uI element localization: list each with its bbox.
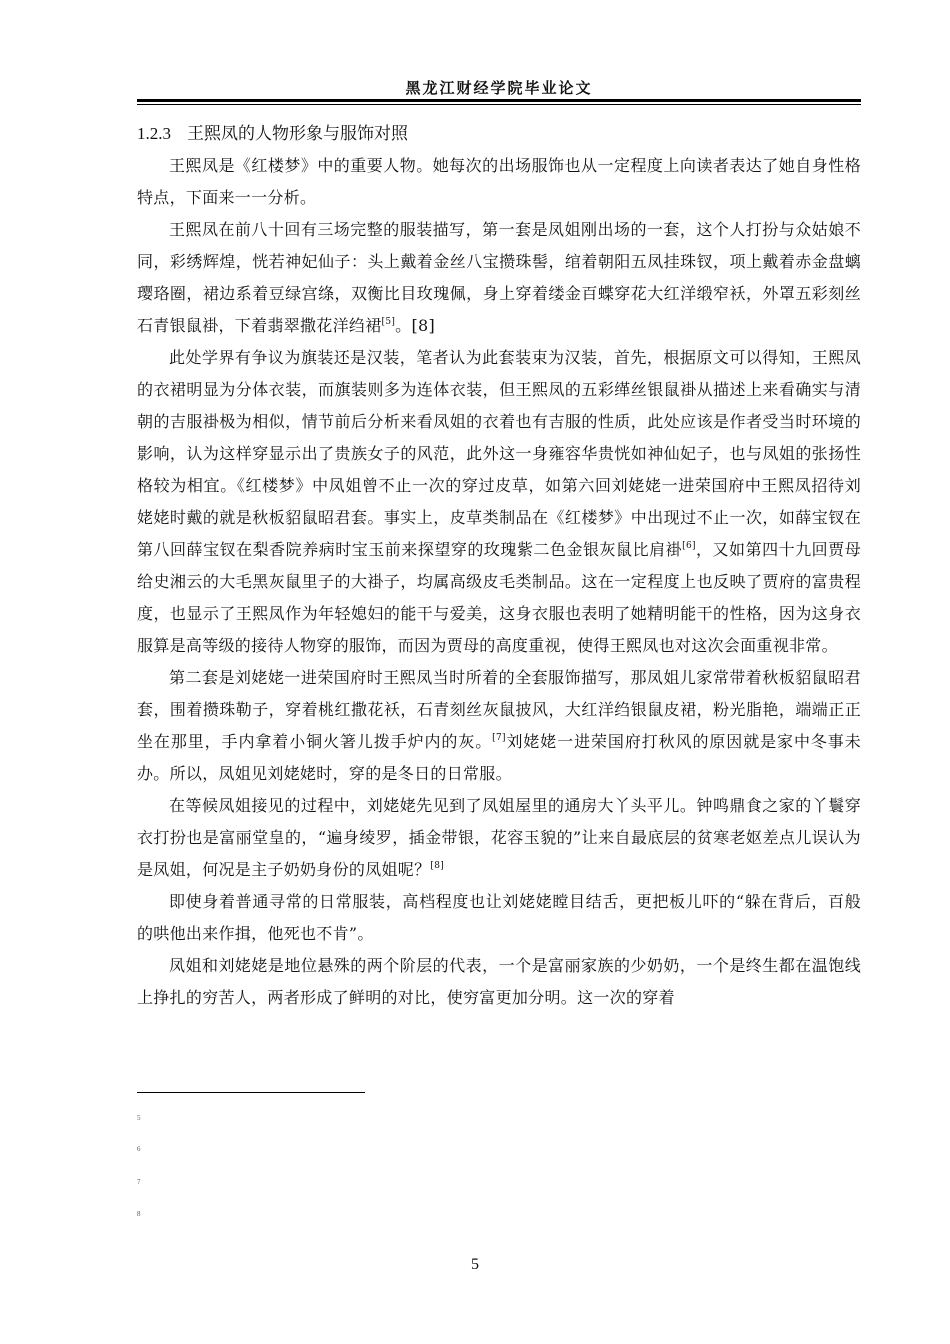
page-number: 5 bbox=[471, 1256, 479, 1273]
section-number: 1.2.3 bbox=[137, 124, 171, 143]
section-title: 王熙凤的人物形象与服饰对照 bbox=[187, 124, 408, 144]
paragraph: 凤姐和刘姥姥是地位悬殊的两个阶层的代表，一个是富丽家族的少奶奶，一个是终生都在温饱线上挣扎的穷苦人，两者形成了鲜明的对比，使穷富更加分明。这一次的穿着 bbox=[137, 956, 861, 1007]
header-rule-thin bbox=[137, 104, 861, 105]
header-rule-thick bbox=[137, 99, 861, 102]
main-content bbox=[137, 118, 861, 1014]
citation: [5] bbox=[381, 317, 396, 327]
paragraph: 在等候凤姐接见的过程中，刘姥姥先见到了凤姐屋里的通房大丫头平儿。钟鸣鼎食之家的丫鬟穿衣打扮也是富丽堂皇的，“遍身绫罗，插金带银，花容玉貌的”让来自最底层的贫寒老妪差点儿误认为是凤姐，何况是主子奶奶身份的凤姐呢？[8] bbox=[137, 796, 861, 879]
footnote-marker: 8 bbox=[137, 1210, 141, 1218]
citation: [6] bbox=[682, 541, 696, 551]
footnote-marker: 6 bbox=[137, 1145, 141, 1153]
footnote-marker: 5 bbox=[137, 1114, 141, 1122]
citation: [8] bbox=[430, 861, 445, 871]
paragraph: 王熙凤在前八十回有三场完整的服装描写，第一套是凤姐刚出场的一套，这个人打扮与众姑娘不同，彩绣辉煌，恍若神妃仙子：头上戴着金丝八宝攒珠髻，绾着朝阳五凤挂珠钗，项上戴着赤金盘螭璎珞圈，裙边系着豆绿宫绦，双衡比目玫瑰佩，身上穿着缕金百蝶穿花大红洋缎窄袄，外罩五彩刻丝石青银鼠褂，下着翡翠撒花洋绉裙[5]。[8] bbox=[137, 220, 861, 335]
paragraph: 即使身着普通寻常的日常服装，高档程度也让刘姥姥瞠目结舌，更把板儿吓的“躲在背后，百般的哄他出来作揖，他死也不肯”。 bbox=[137, 892, 861, 943]
citation: [7] bbox=[492, 733, 506, 743]
footnote-marker: 7 bbox=[137, 1178, 141, 1186]
paragraph: 第二套是刘姥姥一进荣国府时王熙凤当时所着的全套服饰描写，那凤姐儿家常带着秋板貂鼠昭君套，围着攒珠勒子，穿着桃红撒花袄，石青刻丝灰鼠披风，大红洋绉银鼠皮裙，粉光脂艳，端端正正坐在那里，手内拿着小铜火箸儿拨手炉内的灰。[7]刘姥姥一进荣国府打秋风的原因就是家中冬事未办。所以，凤姐见刘姥姥时，穿的是冬日的日常服。 bbox=[137, 668, 861, 783]
paragraph: 此处学界有争议为旗装还是汉装，笔者认为此套装束为汉装，首先，根据原文可以得知，王熙凤的衣裙明显为分体衣装，而旗装则多为连体衣装，但王熙凤的五彩缂丝银鼠褂从描述上来看确实与清朝的吉服褂极为相似，情节前后分析来看凤姐的衣着也有吉服的性质，此处应该是作者受当时环境的影响，认为这样穿显示出了贵族女子的风范，此外这一身雍容华贵恍如神仙妃子，也与凤姐的张扬性格较为相宜。《红楼梦》中凤姐曾不止一次的穿过皮草，如第六回刘姥姥一进荣国府中王熙凤招待刘姥姥时戴的就是秋板貂鼠昭君套。事实上，皮草类制品在《红楼梦》中出现过不止一次，如薛宝钗在第八回薛宝钗在梨香院养病时宝玉前来探望穿的玫瑰紫二色金银灰鼠比肩褂[6]，又如第四十九回贾母给史湘云的大毛黑灰鼠里子的大褂子，均属高级皮毛类制品。这在一定程度上也反映了贾府的富贵程度，也显示了王熙凤作为年轻媳妇的能干与爱美，这身衣服也表明了她精明能干的性格，因为这身衣服算是高等级的接待人物穿的服饰，而因为贾母的高度重视，使得王熙凤也对这次会面重视非常。 bbox=[137, 348, 861, 655]
footnote-separator bbox=[137, 1092, 365, 1093]
paragraph: 王熙凤是《红楼梦》中的重要人物。她每次的出场服饰也从一定程度上向读者表达了她自身性格特点，下面来一一分析。 bbox=[137, 156, 861, 207]
section-heading bbox=[137, 118, 861, 150]
page-header-title: 黑龙江财经学院毕业论文 bbox=[405, 79, 593, 97]
